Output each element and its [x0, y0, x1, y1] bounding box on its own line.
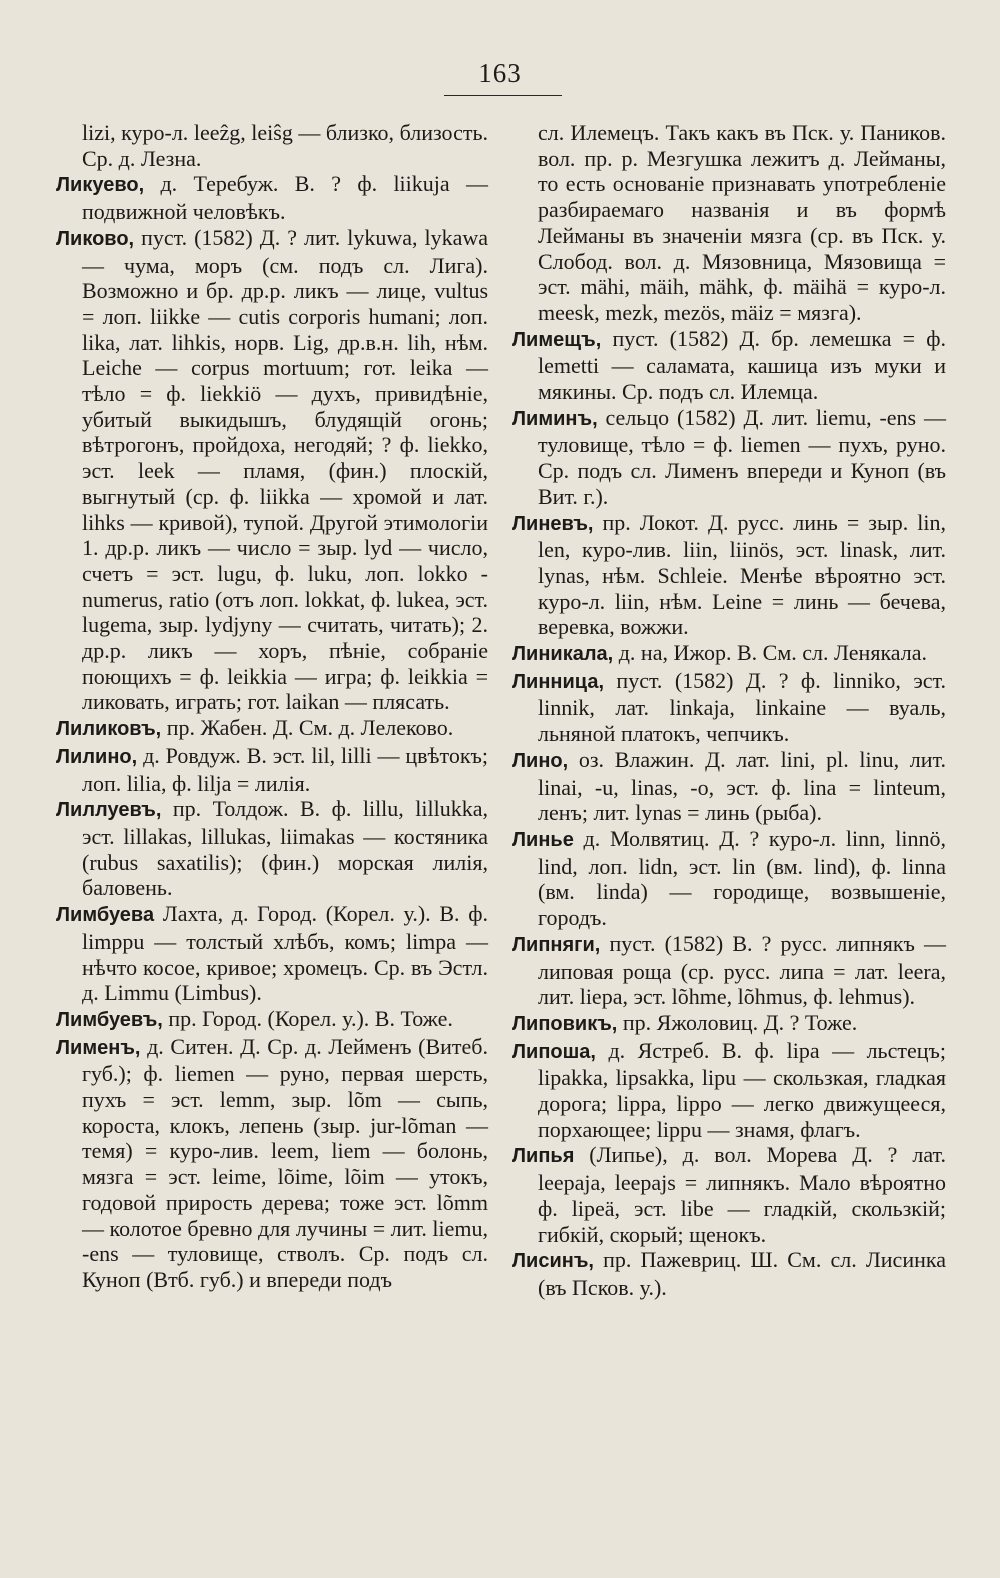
entry-text: д. Теребуж. В. ? ф. liikuja — подвижной человѣкъ.	[82, 171, 488, 225]
entry-text: пр. Город. (Корел. у.). В. Тоже.	[162, 1005, 453, 1031]
dictionary-entry	[56, 715, 488, 743]
left-column	[56, 120, 488, 1293]
dictionary-entry	[512, 510, 946, 641]
entry-headword: Линница,	[512, 670, 605, 693]
dictionary-entry	[56, 120, 488, 171]
dictionary-entry	[512, 668, 946, 747]
right-column	[512, 120, 946, 1301]
entry-text: пр. Яжоловиц. Д. ? Тоже.	[617, 1009, 858, 1035]
dictionary-entry	[512, 747, 946, 826]
entry-headword: Линье	[512, 828, 574, 851]
entry-text: пуст. (1582) Д. ? лит. lykuwa, lykawa — чума, моръ (см. подъ сл. Лига). Возможно и бр. др.р. ликъ — лице, vultus = лоп. liikke — cutis corporis humani; лоп. lika, лат. lihkis, норв. Lig, др.в.н. lih, нѣм. Leiche — corpus mortuum; гот. leika — тѣло = ф. liekkiö — духъ, привидѣніе, убитый выкидышъ, блудящій огонь; вѣтрогонъ, пройдоха, негодяй; ? ф. liekko, эст. leek — пламя, (фин.) плоскій, выгнутый (ср. ф. liikka — хромой и лат. lihks — кривой), тупой. Другой этимологіи 1. др.р. ликъ — число = зыр. lyd — число, счетъ = эст. lugu, ф. luku, лоп. lokko - numerus, ratio (отъ лоп. lokkat, ф. lukea, эст. lugema, зыр. lydjyny — считать, читать); 2. др.р. ликъ — хоръ, пѣніе, собраніе поющихъ = ф. leikkia — игра; ф. leikkia = ликовать, играть; гот. laikan — плясать.	[82, 224, 488, 715]
entry-text: пуст. (1582) В. ? русс. липнякъ — липовая роща (ср. русс. липа = лат. leera, лит. liepa, эст. lõhme, lõhmus, ф. lehmus).	[538, 930, 946, 1010]
entry-text: пр. Толдож. В. ф. lillu, lillukka, эст. lillakas, lillukas, liimakas — костяника (rubus saxatilis); (фин.) морская лилія, баловень.	[82, 796, 488, 901]
entry-text: lizi, куро-л. leeẑg, leiŝg — близко, близость. Ср. д. Лезна.	[82, 120, 488, 171]
entry-text: пр. Жабен. Д. См. д. Лелеково.	[161, 715, 454, 741]
dictionary-entry	[512, 640, 946, 668]
dictionary-entry	[512, 1038, 946, 1143]
entry-text: пуст. (1582) Д. ? ф. linniko, эст. linnik, лат. linkaja, linkaine — вуаль, льняной платокъ, чепчикъ.	[538, 667, 946, 747]
dictionary-entry	[512, 1010, 946, 1038]
dictionary-entry	[512, 931, 946, 1010]
dictionary-entry	[512, 326, 946, 405]
entry-text: сельцо (1582) Д. лит. liemu, -ens — туловище, тѣло = ф. liemen — пухъ, руно. Ср. подъ сл. Лименъ впереди и Куноп (въ Вит. г.).	[538, 404, 946, 509]
page-number: 163	[478, 58, 522, 88]
entry-headword: Липовикъ,	[512, 1012, 618, 1035]
dictionary-entry	[56, 796, 488, 901]
entry-text: пр. Локот. Д. русс. линь = зыр. lin, len, куро-лив. liin, liinös, эст. linask, лит. lynas, нѣм. Schleie. Менѣе вѣроятно эст. куро-л. liin, нѣм. Leine = линь — бечева, веревка, вожжи.	[538, 509, 946, 640]
dictionary-entry	[512, 405, 946, 510]
dictionary-entry	[56, 171, 488, 224]
entry-text: д. Ястреб. В. ф. lipa — льстецъ; lipakka, lipsakka, lipu — скользкая, гладкая дорога; lippa, lippo — легко движущееся, порхающее; lippu — знамя, флагъ.	[538, 1037, 946, 1142]
entry-headword: Лисинъ,	[512, 1250, 594, 1273]
dictionary-entry	[56, 901, 488, 1006]
entry-text: д. Ровдуж. В. эст. lil, lilli — цвѣтокъ; лоп. lilia, ф. lilja = лилія.	[82, 742, 488, 796]
entry-headword: Липоша,	[512, 1040, 596, 1063]
entry-text: пр. Пажевриц. Ш. См. сл. Лисинка (въ Псков. у.).	[538, 1247, 946, 1300]
dictionary-entry	[56, 225, 488, 715]
entry-headword: Линевъ,	[512, 512, 594, 535]
entry-text: пуст. (1582) Д. бр. лемешка = ф. lemetti — саламата, кашица изъ муки и мякины. Ср. подъ сл. Илемца.	[538, 325, 946, 405]
dictionary-entry	[56, 1006, 488, 1034]
entry-headword: Лиликовъ,	[56, 718, 162, 741]
entry-headword: Липья	[512, 1145, 575, 1168]
entry-headword: Ликово,	[56, 227, 135, 250]
entry-headword: Лимбуевъ,	[56, 1008, 163, 1031]
dictionary-entry	[56, 1034, 488, 1293]
entry-headword: Лимещъ,	[512, 328, 602, 351]
header-rule	[444, 95, 562, 96]
entry-headword: Лименъ,	[56, 1036, 141, 1059]
dictionary-entry	[56, 743, 488, 796]
dictionary-entry	[512, 1142, 946, 1247]
dictionary-entry	[512, 1247, 946, 1300]
entry-headword: Лиллуевъ,	[56, 799, 162, 822]
entry-text: (Липье), д. вол. Морева Д. ? лат. leepaja, leepajs = липнякъ. Мало вѣроятно ф. lipeä, эст. libe — гладкій, скользкій; гибкій, скорый; щенокъ.	[538, 1142, 946, 1247]
entry-text: сл. Илемецъ. Такъ какъ въ Пск. у. Паников. вол. пр. р. Мезгушка лежитъ д. Лейманы, то есть основаніе признавать употребленіе разбираемаго названія и въ формѣ Лейманы въ значеніи мязга (ср. въ Пск. у. Слобод. вол. д. Мязовница, Мязовища = эст. mähi, mäih, mähk, ф. mäihä = куро-л. meesk, mezk, mezös, mäiz = мязга).	[538, 120, 946, 325]
entry-headword: Лино,	[512, 749, 569, 772]
entry-text: д. Ситен. Д. Ср. д. Лейменъ (Витеб. губ.); ф. liemen — руно, первая шерсть, пухъ = эст. lemm, зыр. lõm — сыпь, короста, клокъ, лепень (зыр. jur-lõman — темя) = куро-лив. leem, liem — болонь, мязга = эст. leime, lõime, lõim — утокъ, годовой прирость дерева; тоже эст. lõmm — колотое бревно для лучины = лит. liemu, -ens — туловище, стволъ. Ср. подъ сл. Куноп (Втб. губ.) и впереди подъ	[82, 1033, 488, 1292]
entry-headword: Ликуево,	[56, 174, 145, 197]
entry-text: Лахта, д. Город. (Корел. у.). В. ф. limppu — толстый хлѣбъ, комъ; limpa — нѣчто косое, кривое; хромецъ. Ср. въ Эстл. д. Limmu (Limbus).	[82, 901, 488, 1006]
entry-headword: Лиминъ,	[512, 407, 598, 430]
entry-text: оз. Влажин. Д. лат. lini, pl. linu, лит. linai, -u, linas, -o, эст. ф. lina = linteum, ленъ; лит. lynas = линь (рыба).	[538, 746, 946, 826]
dictionary-entry	[512, 120, 946, 326]
dictionary-entry	[512, 826, 946, 931]
entry-text: д. Молвятиц. Д. ? куро-л. linn, linnö, lind, лоп. lidn, эст. lin (вм. lind), ф. linna (вм. linda) — городище, возвышеніе, городъ.	[538, 825, 946, 931]
entry-text: д. на, Ижор. В. См. сл. Ленякала.	[613, 640, 928, 666]
entry-headword: Лимбуева	[56, 904, 155, 927]
entry-headword: Лилино,	[56, 745, 138, 768]
entry-headword: Липняги,	[512, 933, 601, 956]
entry-headword: Линикала,	[512, 643, 614, 666]
